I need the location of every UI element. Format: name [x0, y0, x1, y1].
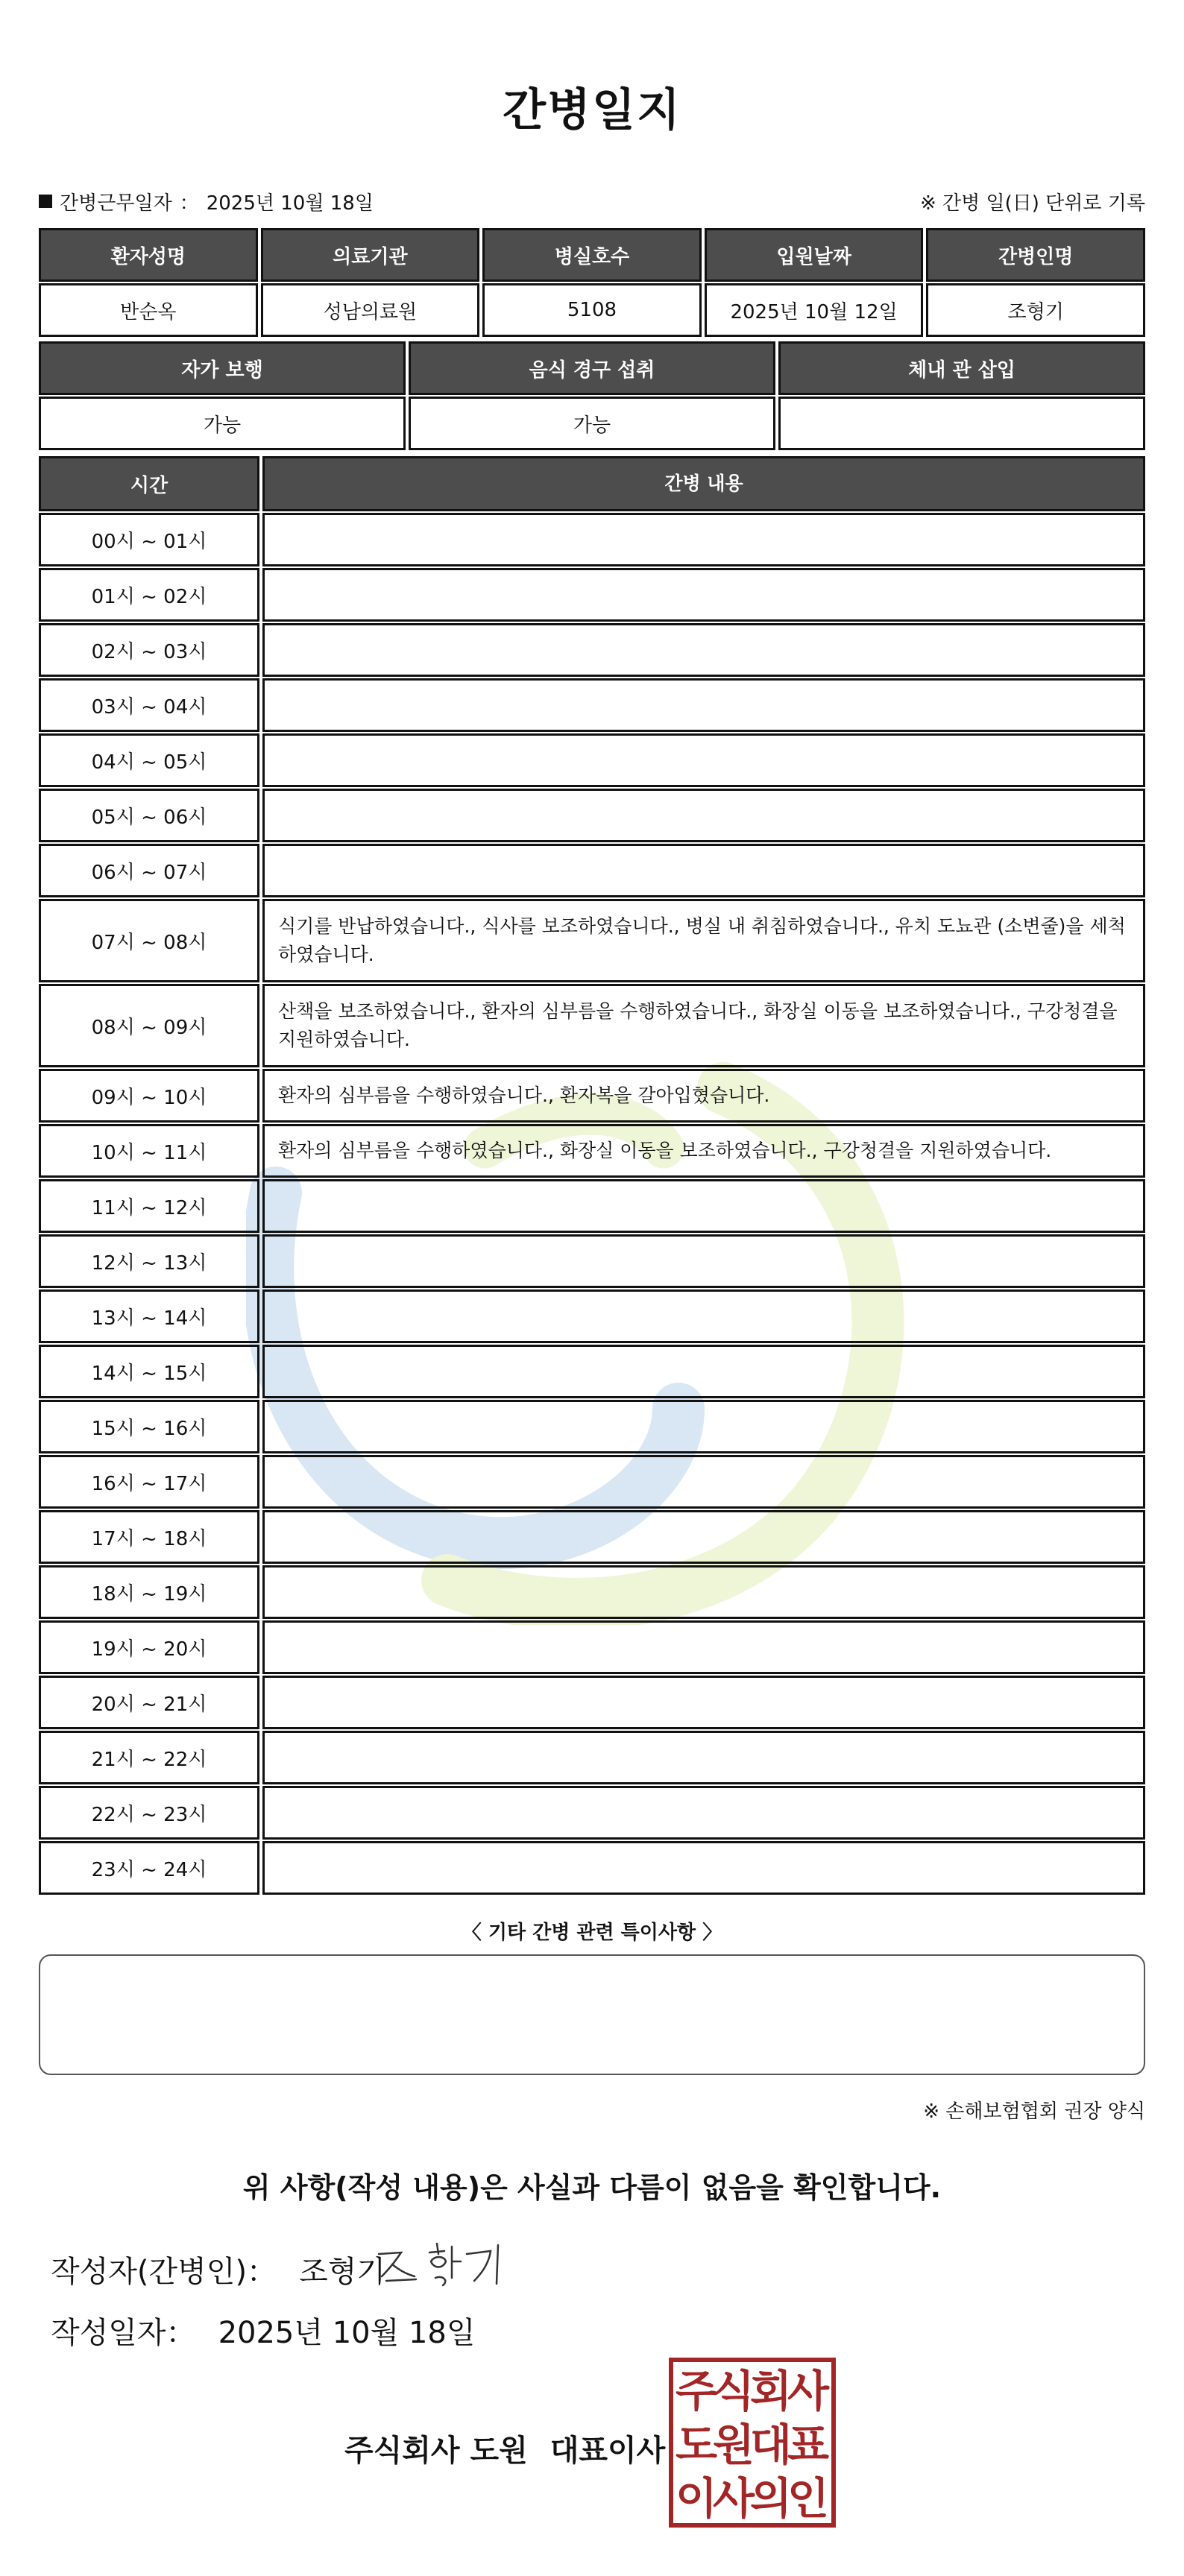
time-slot: 18시 ~ 19시 — [39, 1565, 259, 1619]
caregiver-name: 조형기 — [926, 283, 1145, 337]
table-row — [39, 511, 1145, 566]
care-content — [262, 623, 1145, 677]
table-row — [39, 566, 1145, 622]
care-content — [262, 1345, 1145, 1398]
care-content — [262, 1510, 1145, 1564]
header-admission-date: 입원날짜 — [705, 228, 924, 282]
hospital-name: 성남의료원 — [261, 283, 480, 337]
care-content — [262, 733, 1145, 787]
table-row — [39, 1343, 1145, 1398]
time-slot: 20시 ~ 21시 — [39, 1676, 259, 1729]
time-slot: 17시 ~ 18시 — [39, 1510, 259, 1564]
table-row — [39, 1509, 1145, 1564]
svg-text:사: 사 — [712, 2473, 755, 2524]
table-row — [39, 1840, 1145, 1895]
time-slot: 13시 ~ 14시 — [39, 1289, 259, 1343]
company-name: 주식회사 도원 — [344, 2434, 528, 2468]
care-content — [262, 1400, 1145, 1453]
work-date-label: 간병근무일자 — [60, 192, 172, 215]
care-content: 환자의 심부름을 수행하였습니다., 화장실 이동을 보조하였습니다., 구강청결을 지원하였습니다. — [262, 1124, 1145, 1178]
table-row — [39, 677, 1145, 732]
association-note: ※ 손해보험협회 권장 양식 — [923, 2100, 1145, 2123]
page-title: 간병일지 — [503, 84, 681, 136]
company-title: 대표이사 — [550, 2434, 666, 2468]
time-slot: 03시 ~ 04시 — [39, 678, 259, 732]
time-slot: 08시 ~ 09시 — [39, 984, 259, 1067]
header-time: 시간 — [39, 456, 259, 511]
time-slot: 15시 ~ 16시 — [39, 1400, 259, 1453]
written-date-value: 2025년 10월 18일 — [218, 2316, 476, 2350]
care-content — [262, 513, 1145, 566]
care-content — [262, 1786, 1145, 1840]
table-row — [39, 1398, 1145, 1453]
care-content: 환자의 심부름을 수행하였습니다., 환자복을 갈아입혔습니다. — [262, 1069, 1145, 1123]
care-content — [262, 789, 1145, 842]
writer-line — [51, 2248, 385, 2291]
patient-name: 반순옥 — [39, 283, 258, 337]
time-slot: 02시 ~ 03시 — [39, 623, 259, 677]
care-content — [262, 844, 1145, 897]
admission-date: 2025년 10월 12일 — [705, 283, 924, 337]
care-content — [262, 1620, 1145, 1674]
handwritten-signature-icon — [371, 2232, 520, 2291]
time-slot: 11시 ~ 12시 — [39, 1179, 259, 1233]
table-row — [39, 395, 1145, 450]
special-notes-box — [39, 1954, 1145, 2075]
table-header-row — [39, 228, 1145, 282]
care-content — [262, 1731, 1145, 1784]
confirmation-statement: 위 사항(작성 내용)은 사실과 다름이 없음을 확인합니다. — [242, 2171, 942, 2204]
table-row — [39, 842, 1145, 897]
header-tube-insertion: 체내 관 삽입 — [778, 341, 1145, 395]
table-row — [39, 787, 1145, 842]
time-slot: 06시 ~ 07시 — [39, 844, 259, 897]
room-number: 5108 — [482, 283, 702, 337]
time-slot: 10시 ~ 11시 — [39, 1124, 259, 1178]
time-slot: 16시 ~ 17시 — [39, 1455, 259, 1509]
svg-text:대: 대 — [749, 2419, 793, 2470]
work-date — [39, 188, 374, 215]
care-content: 식기를 반납하였습니다., 식사를 보조하였습니다., 병실 내 취침하였습니다., 유치 도뇨관 (소변줄)을 세척하였습니다. — [262, 899, 1145, 982]
self-walking-value: 가능 — [39, 397, 406, 450]
table-row — [39, 1453, 1145, 1509]
table-row — [39, 1784, 1145, 1840]
oral-intake-value: 가능 — [409, 397, 775, 450]
svg-text:의: 의 — [749, 2473, 793, 2524]
patient-status-table — [39, 341, 1145, 450]
written-date-label: 작성일자： — [51, 2316, 196, 2350]
company-seal-icon — [668, 2357, 837, 2528]
svg-text:원: 원 — [712, 2419, 755, 2470]
header-patient-name: 환자성명 — [39, 228, 258, 282]
svg-text:도: 도 — [675, 2419, 718, 2470]
time-slot: 00시 ~ 01시 — [39, 513, 259, 566]
care-content — [262, 1234, 1145, 1288]
table-row — [39, 1729, 1145, 1784]
square-bullet-icon — [39, 195, 52, 208]
header-hospital: 의료기관 — [261, 228, 480, 282]
table-header-row — [39, 341, 1145, 395]
care-content — [262, 1841, 1145, 1895]
header-room-number: 병실호수 — [482, 228, 702, 282]
table-row — [39, 732, 1145, 787]
table-row — [39, 897, 1145, 982]
care-content — [262, 1676, 1145, 1729]
svg-text:표: 표 — [787, 2419, 830, 2470]
table-row — [39, 1233, 1145, 1288]
table-row — [39, 1619, 1145, 1674]
time-slot: 19시 ~ 20시 — [39, 1620, 259, 1674]
table-row — [39, 1178, 1145, 1233]
time-slot: 01시 ~ 02시 — [39, 568, 259, 622]
care-content — [262, 1565, 1145, 1619]
tube-insertion-value — [778, 397, 1145, 450]
time-slot: 07시 ~ 08시 — [39, 899, 259, 982]
table-header-row — [39, 456, 1145, 511]
company-signature-line — [344, 2427, 665, 2469]
table-row — [39, 1288, 1145, 1343]
care-content — [262, 1289, 1145, 1343]
meta-row — [39, 186, 1145, 216]
time-slot: 21시 ~ 22시 — [39, 1731, 259, 1784]
care-content — [262, 1179, 1145, 1233]
header-caregiver-name: 간병인명 — [926, 228, 1145, 282]
patient-info-table — [39, 228, 1145, 337]
care-content — [262, 568, 1145, 622]
special-notes-title: 〈 기타 간병 관련 특이사항 〉 — [462, 1922, 722, 1944]
time-slot: 22시 ~ 23시 — [39, 1786, 259, 1840]
time-slot: 09시 ~ 10시 — [39, 1069, 259, 1123]
table-row — [39, 1123, 1145, 1178]
time-slot: 14시 ~ 15시 — [39, 1345, 259, 1398]
header-oral-intake: 음식 경구 섭취 — [409, 341, 775, 395]
care-content — [262, 678, 1145, 732]
writer-name: 조형기 — [299, 2255, 385, 2289]
work-date-separator: ： — [179, 192, 199, 215]
table-row — [39, 1067, 1145, 1123]
table-row — [39, 1674, 1145, 1729]
table-row — [39, 622, 1145, 677]
record-unit-note: ※ 간병 일(日) 단위로 기록 — [919, 192, 1145, 215]
svg-text:회: 회 — [749, 2366, 793, 2416]
care-content — [262, 1455, 1145, 1509]
table-row — [39, 282, 1145, 337]
writer-label: 작성자(간병인)： — [51, 2255, 277, 2289]
svg-text:주: 주 — [675, 2366, 718, 2416]
written-date-line — [51, 2309, 476, 2352]
header-self-walking: 자가 보행 — [39, 341, 406, 395]
time-slot: 12시 ~ 13시 — [39, 1234, 259, 1288]
table-row — [39, 1564, 1145, 1619]
table-row — [39, 982, 1145, 1067]
care-log-table — [39, 456, 1145, 1895]
svg-text:인: 인 — [787, 2473, 830, 2524]
svg-text:식: 식 — [712, 2366, 755, 2416]
svg-text:이: 이 — [675, 2473, 718, 2524]
time-slot: 05시 ~ 06시 — [39, 789, 259, 842]
svg-text:사: 사 — [787, 2366, 830, 2416]
time-slot: 04시 ~ 05시 — [39, 733, 259, 787]
work-date-value: 2025년 10월 18일 — [206, 192, 374, 215]
header-care-content: 간병 내용 — [262, 456, 1145, 511]
care-content: 산책을 보조하였습니다., 환자의 심부름을 수행하였습니다., 화장실 이동을 보조하였습니다., 구강청결을 지원하였습니다. — [262, 984, 1145, 1067]
time-slot: 23시 ~ 24시 — [39, 1841, 259, 1895]
